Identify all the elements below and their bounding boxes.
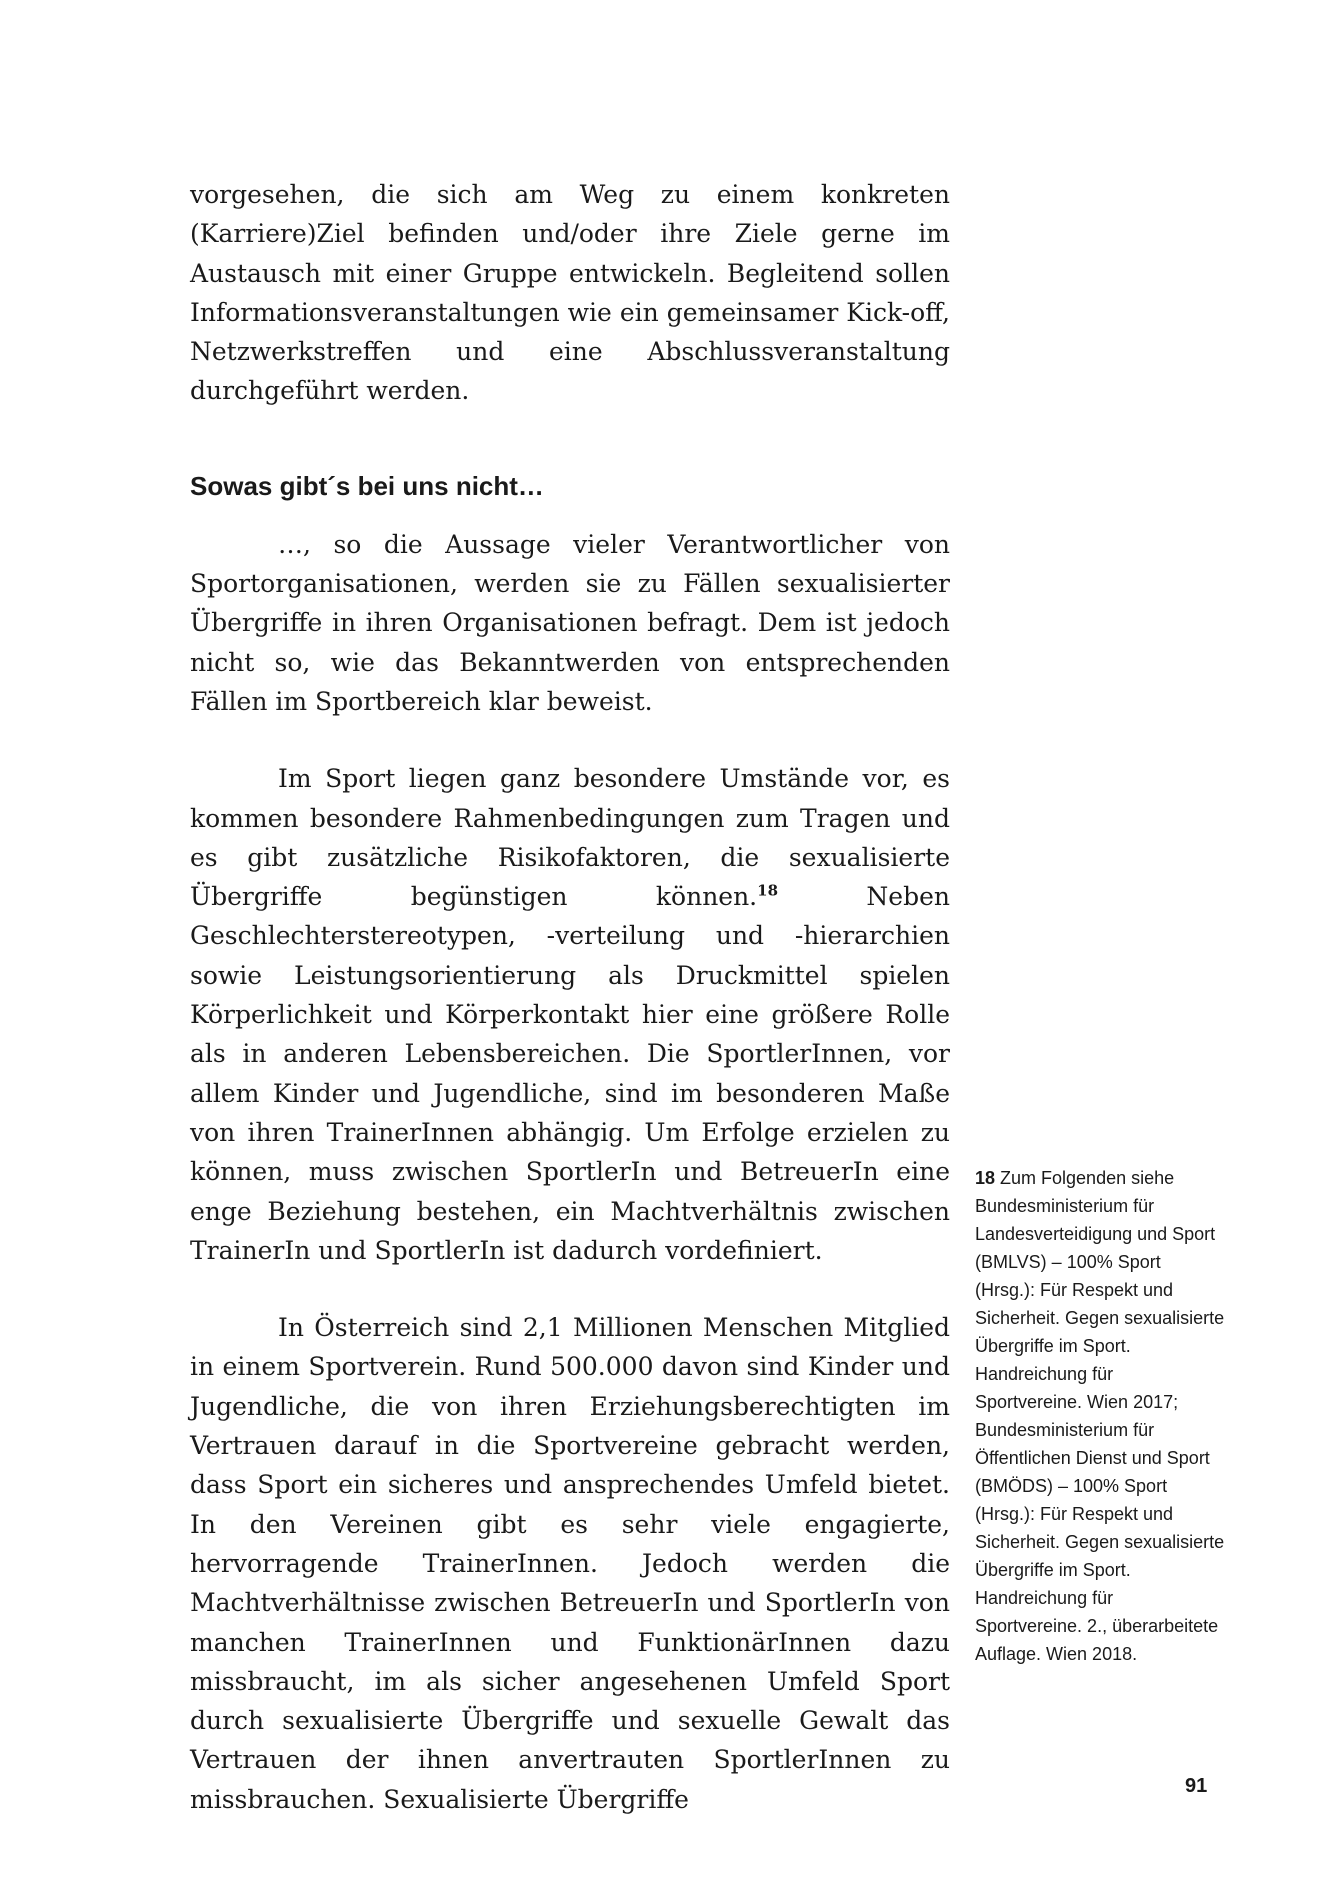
paragraph-2-text-before: Im Sport liegen ganz besondere Umstände vor, es kommen besondere Rahmenbedingungen zum Tragen und es gibt zusätzliche Risikofaktoren, die sexualisierte Übergriffe begünstigen können. <box>190 764 950 912</box>
section-heading: Sowas gibt´s bei uns nicht… <box>190 470 544 501</box>
body-paragraph-1: …, so die Aussage vieler Verantwortlicher von Sportorganisationen, werden sie zu Fällen sexualisierter Übergriffe in ihren Organisationen befragt. Dem ist jedoch nicht so, wie das Bekanntwerden von entsprechenden Fällen im Sportbereich klar beweist. <box>190 529 950 716</box>
intro-paragraph: vorgesehen, die sich am Weg zu einem konkreten (Karriere)Ziel befinden und/oder ihre Ziele gerne im Austausch mit einer Gruppe entwickeln. Begleitend sollen Informationsveranstaltungen wie ein gemeinsamer Kick-off, Netzwerkstreffen und eine Abschlussveranstaltung durchgeführt werden. <box>190 180 950 406</box>
paragraph-2-text-after: Neben Geschlechterstereotypen, -verteilung und -hierarchien sowie Leistungsorientierung als Druckmittel spielen Körperlichkeit und Körperkontakt hier eine größere Rolle als in anderen Lebensbereichen. Die SportlerInnen, vor allem Kinder und Jugendliche, sind im besonderen Maße von ihren TrainerInnen abhängig. Um Erfolge erzielen zu können, muss zwischen SportlerIn und BetreuerIn eine enge Beziehung bestehen, ein Machtverhältnis zwischen TrainerIn und SportlerIn ist dadurch vordefiniert. <box>190 882 950 1265</box>
footnote-text: Zum Folgenden siehe Bundesministerium für Landesverteidigung und Sport (BMLVS) – 100% Sport (Hrsg.): Für Respekt und Sicherheit. Gegen sexualisierte Übergriffe im Sport. Handreichung für Sportvereine. Wien 2017; Bundesministerium für Öffentlichen Dienst und Sport (BMÖDS) – 100% Sport (Hrsg.): Für Respekt und Sicherheit. Gegen sexualisierte Übergriffe im Sport. Handreichung für Sportvereine. 2., überarbeitete Auflage. Wien 2018. <box>975 1168 1225 1664</box>
body-paragraph-2 <box>190 759 950 1270</box>
page-number: 91 <box>1185 1775 1208 1797</box>
main-text-column <box>190 175 950 1819</box>
footnote-reference[interactable]: 18 <box>757 881 779 900</box>
footnote-number: 18 <box>975 1168 996 1188</box>
footnote <box>975 1164 1225 1668</box>
body-paragraph-3: In Österreich sind 2,1 Millionen Menschen Mitglied in einem Sportverein. Rund 500.000 davon sind Kinder und Jugendliche, die von ihren Erziehungsberechtigten im Vertrauen darauf in die Sportvereine gebracht werden, dass Sport ein sicheres und ansprechendes Umfeld bietet. In den Vereinen gibt es sehr viele engagierte, hervorragende TrainerInnen. Jedoch werden die Machtverhältnisse zwischen BetreuerIn und SportlerIn von manchen TrainerInnen und FunktionärInnen dazu missbraucht, im als sicher angesehenen Umfeld Sport durch sexualisierte Übergriffe und sexuelle Gewalt das Vertrauen der ihnen anvertrauten SportlerInnen zu missbrauchen. Sexualisierte Übergriffe <box>190 1313 950 1814</box>
